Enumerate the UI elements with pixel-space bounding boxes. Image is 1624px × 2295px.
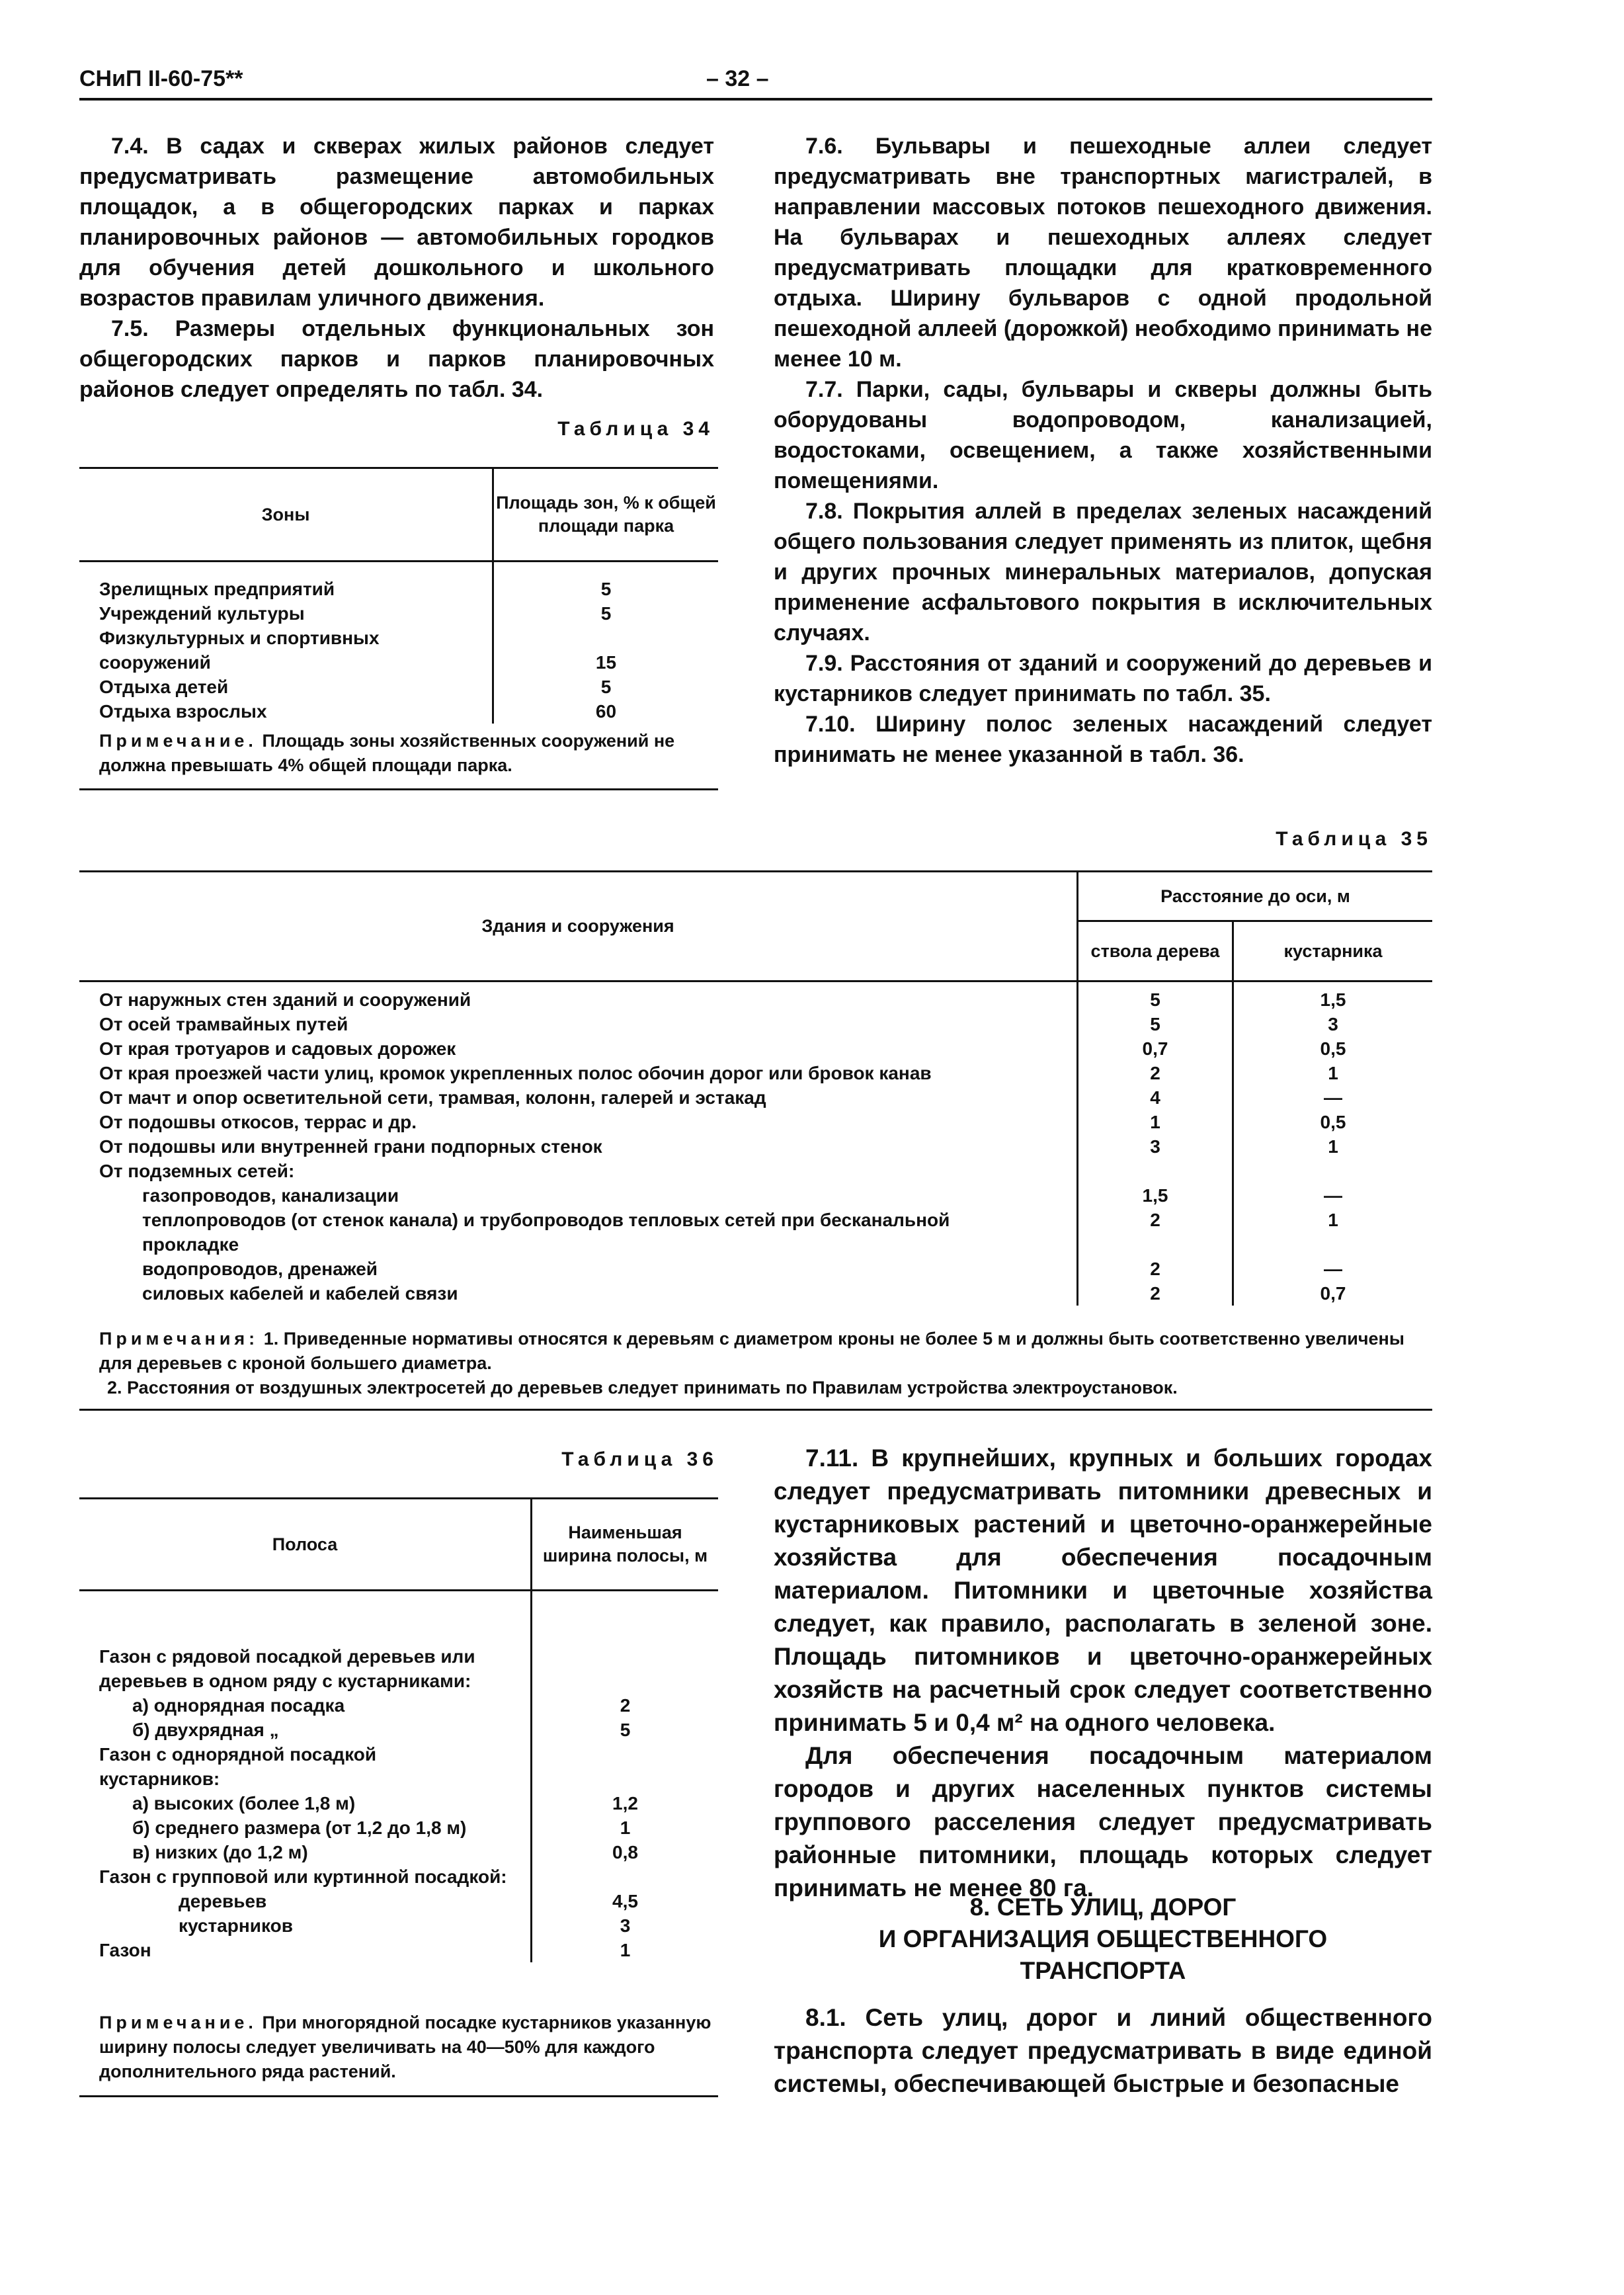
row-name: От подземных сетей: (79, 1159, 1078, 1183)
table-row (79, 601, 718, 626)
strip-name: б) среднего размера (от 1,2 до 1,8 м) (79, 1815, 532, 1840)
section-title-line: И ОРГАНИЗАЦИЯ ОБЩЕСТВЕННОГО (878, 1925, 1328, 1952)
trunk-value: 0,7 (1078, 1036, 1233, 1061)
table-row (79, 562, 718, 602)
row-name: От наружных стен зданий и сооружений (79, 981, 1078, 1013)
trunk-value: 2 (1078, 1208, 1233, 1257)
strip-width (532, 1591, 719, 1694)
zone-name: Физкультурных и спортивных сооружений (79, 626, 493, 675)
row-name: газопроводов, канализации (79, 1183, 1078, 1208)
row-name: От края проезжей части улиц, кромок укрепленных полос обочин дорог или бровок канав (79, 1061, 1078, 1085)
shrub-value (1233, 1159, 1433, 1183)
table-row (79, 1183, 1432, 1208)
trunk-value: 2 (1078, 1281, 1233, 1306)
zone-value: 5 (600, 603, 612, 624)
table-row (79, 1085, 1432, 1110)
table-row (79, 1134, 1432, 1159)
strip-name: кустарников (79, 1913, 532, 1938)
strip-width: 0,8 (612, 1842, 638, 1862)
shrub-value: 1 (1328, 1210, 1338, 1230)
table34-col-zone: Зоны (79, 468, 493, 562)
strip-name: Газон с однорядной посадкой кустарников: (79, 1742, 532, 1791)
trunk-value: 5 (1078, 981, 1233, 1013)
row-name: От осей трамвайных путей (79, 1012, 1078, 1036)
right-top-text (774, 131, 1432, 770)
paragraph-8-1: 8.1. Сеть улиц, дорог и линий общественного транспорта следует предусматривать в виде единой системы, обеспечивающей быстрые и безопасные (774, 2004, 1432, 2097)
shrub-value: — (1324, 1185, 1342, 1206)
table-row (79, 1718, 718, 1742)
trunk-value: 1,5 (1078, 1183, 1233, 1208)
table-row (79, 1591, 718, 1694)
table34-caption: Таблица 34 (557, 418, 714, 440)
table36-bottom-rule (79, 2095, 718, 2097)
table35-note-1 (99, 1327, 1432, 1376)
strip-width: 3 (620, 1915, 631, 1936)
zone-name: Зрелищных предприятий (79, 562, 493, 602)
table35-notes (99, 1327, 1432, 1400)
note-label: Примечание. (99, 2013, 257, 2032)
section-8-text (774, 2001, 1432, 2101)
table36-col-width: Наименьшая ширина полосы, м (532, 1499, 719, 1591)
table-row (79, 1208, 1432, 1257)
strip-name: б) двухрядная „ (79, 1718, 532, 1742)
table34-col-area: Площадь зон, % к общей площади парка (493, 468, 719, 562)
strip-width: 2 (620, 1695, 631, 1716)
table34-note (99, 729, 718, 778)
table35-col-buildings: Здания и сооружения (79, 872, 1078, 981)
table-row (79, 626, 718, 675)
row-name: От подошвы откосов, террас и др. (79, 1110, 1078, 1134)
trunk-value: 4 (1078, 1085, 1233, 1110)
table-row (79, 1693, 718, 1718)
table35-col-trunk: ствола дерева (1078, 921, 1233, 981)
paragraph-7-10: 7.10. Ширину полос зеленых насаждений следует принимать не менее указанной в табл. 36. (774, 712, 1432, 767)
strip-width (532, 1864, 719, 1889)
right-bottom-text (774, 1442, 1432, 1905)
table-row (79, 981, 1432, 1013)
table-row (79, 1061, 1432, 1085)
table35-caption: Таблица 35 (1276, 828, 1432, 850)
zone-value: 5 (600, 677, 612, 697)
trunk-value (1078, 1159, 1233, 1183)
paragraph-7-9: 7.9. Расстояния от зданий и сооружений до деревьев и кустарников следует принимать по табл. 35. (774, 651, 1432, 706)
row-name: силовых кабелей и кабелей связи (79, 1281, 1078, 1306)
table36-caption: Таблица 36 (561, 1448, 718, 1470)
table36-note (99, 2011, 718, 2084)
strip-name: а) высоких (более 1,8 м) (79, 1791, 532, 1815)
strip-width: 5 (620, 1720, 631, 1740)
note-label: Примечание. (99, 731, 257, 751)
table-row (79, 1889, 718, 1913)
row-name: водопроводов, дренажей (79, 1257, 1078, 1281)
strip-width (532, 1742, 719, 1791)
section-8-title (774, 1892, 1432, 1987)
table36-col-strip: Полоса (79, 1499, 532, 1591)
strip-width: 1 (620, 1817, 631, 1838)
table-row (79, 1110, 1432, 1134)
table-row (79, 1012, 1432, 1036)
strip-width: 1 (620, 1940, 631, 1960)
trunk-value: 2 (1078, 1257, 1233, 1281)
table-row (79, 699, 718, 724)
table-row (79, 1257, 1432, 1281)
shrub-value: — (1324, 1087, 1342, 1108)
row-name: От края тротуаров и садовых дорожек (79, 1036, 1078, 1061)
table35-col-distance: Расстояние до оси, м (1078, 872, 1433, 921)
table34 (79, 467, 718, 724)
shrub-value: — (1324, 1259, 1342, 1279)
strip-name: Газон (79, 1938, 532, 1962)
trunk-value: 2 (1078, 1061, 1233, 1085)
shrub-value: 1,5 (1320, 989, 1346, 1010)
section-title-line: 8. СЕТЬ УЛИЦ, ДОРОГ (969, 1894, 1237, 1921)
table35 (79, 870, 1432, 1306)
zone-value: 60 (595, 701, 617, 722)
table-row (79, 675, 718, 699)
paragraph-7-8: 7.8. Покрытия аллей в пределах зеленых насаждений общего пользования следует применять из плиток, щебня и других прочных минеральных материалов, допуская применение асфальтового покрытия в исключительных случаях. (774, 499, 1432, 646)
trunk-value: 1 (1078, 1110, 1233, 1134)
paragraph-nurseries: Для обеспечения посадочным материалом городов и других населенных пунктов системы группового расселения следует предусматривать районные питомники, площадь которых следует принимать не менее 80 га. (774, 1742, 1432, 1901)
trunk-value: 3 (1078, 1134, 1233, 1159)
table-row (79, 1913, 718, 1938)
zone-name: Учреждений культуры (79, 601, 493, 626)
page-number: – 32 – (706, 66, 769, 91)
zone-name: Отдыха детей (79, 675, 493, 699)
row-name: От подошвы или внутренней грани подпорных стенок (79, 1134, 1078, 1159)
strip-name: в) низких (до 1,2 м) (79, 1840, 532, 1864)
paragraph-7-5: 7.5. Размеры отдельных функциональных зон общегородских парков и парков планировочных районов следует определять по табл. 34. (79, 316, 714, 402)
note-text: При многорядной посадке кустарников указанную ширину полосы следует увеличивать на 40—50% для каждого дополнительного ряда растений. (99, 2013, 711, 2081)
shrub-value: 1 (1328, 1063, 1338, 1083)
table-row (79, 1815, 718, 1840)
header-rule (79, 98, 1432, 101)
shrub-value: 3 (1328, 1014, 1338, 1034)
table35-col-shrub: кустарника (1233, 921, 1433, 981)
paragraph-7-4: 7.4. В садах и скверах жилых районов следует предусматривать размещение автомобильных площадок, а в общегородских парках и парках планировочных районов — автомобильных городков для обучения детей дошкольного и школьного возрастов правилам уличного движения. (79, 134, 714, 311)
shrub-value: 0,5 (1320, 1112, 1346, 1132)
zone-value: 15 (595, 652, 617, 673)
paragraph-7-11: 7.11. В крупнейших, крупных и больших городах следует предусматривать питомники древесных и кустарниковых растений и цветочно-оранжерейные хозяйства для обеспечения посадочным материалом. Питомники и цветочные хозяйства следует, как правило, располагать в зеленой зоне. Площадь питомников и цветочно-оранжерейных хозяйств на расчетный срок следует соответственно принимать 5 и 0,4 м² на одного человека. (774, 1444, 1432, 1736)
table35-note-2: 2. Расстояния от воздушных электросетей до деревьев следует принимать по Правилам устройства электроустановок. (107, 1378, 1178, 1398)
row-name: От мачт и опор осветительной сети, трамвая, колонн, галерей и эстакад (79, 1085, 1078, 1110)
zone-name: Отдыха взрослых (79, 699, 493, 724)
strip-name: Газон с рядовой посадкой деревьев или деревьев в одном ряду с кустарниками: (79, 1591, 532, 1694)
table35-bottom-rule (79, 1409, 1432, 1411)
note-label: Примечания: (99, 1329, 259, 1349)
table-row (79, 1791, 718, 1815)
strip-name: а) однорядная посадка (79, 1693, 532, 1718)
strip-name: деревьев (79, 1889, 532, 1913)
strip-width: 1,2 (612, 1793, 638, 1814)
table-row (79, 1864, 718, 1889)
table36 (79, 1497, 718, 1962)
shrub-value: 1 (1328, 1136, 1338, 1157)
table-row (79, 1938, 718, 1962)
table-row (79, 1159, 1432, 1183)
note-text: 1. Приведенные нормативы относятся к деревьям с диаметром кроны не более 5 м и должны быть соответственно увеличены для деревьев с кроной большего диаметра. (99, 1329, 1404, 1373)
left-top-text (79, 131, 714, 405)
table-row (79, 1742, 718, 1791)
document-code: СНиП II-60-75** (79, 66, 243, 91)
table-row (79, 1036, 1432, 1061)
note-text: Площадь зоны хозяйственных сооружений не должна превышать 4% общей площади парка. (99, 731, 675, 775)
section-title-line: ТРАНСПОРТА (1020, 1957, 1186, 1984)
paragraph-7-7: 7.7. Парки, сады, бульвары и скверы должны быть оборудованы водопроводом, канализацией, водостоками, освещением, а также хозяйственными помещениями. (774, 377, 1432, 493)
table-row (79, 1840, 718, 1864)
trunk-value: 5 (1078, 1012, 1233, 1036)
table-row (79, 1281, 1432, 1306)
shrub-value: 0,5 (1320, 1038, 1346, 1059)
zone-value: 5 (600, 579, 612, 599)
strip-name: Газон с групповой или куртинной посадкой: (79, 1864, 532, 1889)
shrub-value: 0,7 (1320, 1283, 1346, 1304)
paragraph-7-6: 7.6. Бульвары и пешеходные аллеи следует предусматривать вне транспортных магистралей, в направлении массовых потоков пешеходного движения. На бульварах и пешеходных аллеях следует предусматривать площадки для кратковременного отдыха. Ширину бульваров с одной продольной пешеходной аллеей (дорожкой) необходимо принимать не менее 10 м. (774, 134, 1432, 372)
table34-bottom-rule (79, 788, 718, 790)
strip-width: 4,5 (612, 1891, 638, 1911)
row-name: теплопроводов (от стенок канала) и трубопроводов тепловых сетей при бесканальной прокладке (79, 1208, 1078, 1257)
